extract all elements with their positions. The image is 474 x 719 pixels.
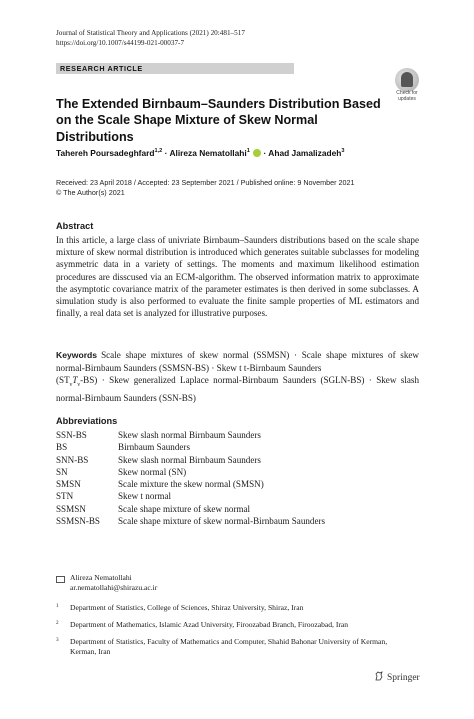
author-list: Tahereh Poursadeghfard$^{1,2}$ · Alireza Nematollahi$^1$ · Ahad Jamalizadeh$^3$ xyxy=(56,148,345,158)
affiliation-1 xyxy=(56,603,390,613)
affiliation-text: Department of Statistics, Faculty of Mathematics and Computer, Shahid Bahonar University of Kerman, Kerman, Iran xyxy=(70,637,388,657)
abbreviation-row xyxy=(56,429,325,441)
envelope-icon xyxy=(56,576,65,583)
corresponding-author-email[interactable]: ar.nematollahi@shirazu.ac.ir xyxy=(70,583,158,592)
abbreviation-term: STN xyxy=(56,491,74,502)
affiliation-number: 1 xyxy=(56,603,59,609)
abstract-heading: Abstract xyxy=(56,221,94,231)
author-affiliation-mark: 1 xyxy=(246,148,250,155)
author-affiliation-mark: 3 xyxy=(341,148,345,155)
abbreviation-row xyxy=(56,454,325,466)
abbreviation-term: SSMSN-BS xyxy=(56,516,100,527)
abbreviation-definition: Skew slash normal Birnbaum Saunders xyxy=(118,454,261,465)
keywords-text: Scale shape mixtures of skew normal (SSMSN) · Scale shape mixtures of skew normal-Birnbaum Saunders (SSMSN-BS) · Skew t t-Birnbaum Saunders xyxy=(56,350,419,373)
copyright-notice: © The Author(s) 2021 xyxy=(56,188,125,197)
check-updates-label: Check for updates xyxy=(396,90,418,102)
abbreviation-term: SSMSN xyxy=(56,503,86,514)
abbreviation-definition: Skew slash normal Birnbaum Saunders xyxy=(118,430,261,440)
abbreviation-definition: Birnbaum Saunders xyxy=(118,442,190,453)
keyword-stt-bs: $(ST_\nu T_\nu-BS)$ xyxy=(56,375,98,388)
author-name[interactable]: Alireza Nematollahi xyxy=(169,148,247,158)
affiliation-2 xyxy=(56,620,390,630)
abbreviation-row xyxy=(56,466,325,478)
abstract-body: In this article, a large class of univriate Birnbaum–Saunders distributions based on the scale shape mixture of skew normal distribution is introduced which generates suitable subclasses for modeling asymmetric data in a variety of settings. The moments and maximum likelihood estimation procedures are disscused via an ECM-algorithm. The observed information matrix to approximate the asymptotic covariance matrix of the parameter estimates is then derived in some subclasses. A simulation study is also performed to evaluate the finite sample properties of ML estimators and finally, a real data set is analyzed for illustrative purposes. xyxy=(56,235,419,319)
affiliation-3 xyxy=(56,637,390,657)
article-title: The Extended Birnbaum–Saunders Distribution Based on the Scale Shape Mixture of Skew Normal Distributions xyxy=(56,97,381,144)
affiliation-text: Department of Statistics, College of Sciences, Shiraz University, Shiraz, Iran xyxy=(70,603,304,612)
abbreviation-definition: Scale mixture the skew normal (SMSN) xyxy=(118,479,264,490)
abbreviation-term: SMSN xyxy=(56,479,81,490)
affiliation-number: 3 xyxy=(56,637,59,643)
check-updates-icon xyxy=(395,68,419,92)
author-affiliation-mark: 1,2 xyxy=(154,148,163,155)
abbreviation-row xyxy=(56,478,325,490)
affiliation-number: 2 xyxy=(56,620,59,626)
corresponding-author-name: Alireza Nematollahi xyxy=(70,573,132,582)
abbreviation-row xyxy=(56,490,325,502)
abbreviation-row xyxy=(56,503,325,515)
abbreviation-term: SSN-BS xyxy=(56,430,87,440)
abbreviations-heading: Abbreviations xyxy=(56,416,118,426)
publisher-name: Springer xyxy=(387,673,420,683)
keywords-text: · Skew generalized Laplace normal-Birnbaum Saunders (SGLN-BS) · Skew slash normal-Birnbaum Saunders (SSN-BS) xyxy=(56,375,419,403)
abbreviation-term: BS xyxy=(56,442,68,453)
article-type-label: RESEARCH ARTICLE xyxy=(60,64,143,73)
journal-citation: Journal of Statistical Theory and Applications (2021) 20:481–517 xyxy=(56,29,245,37)
abbreviations-table xyxy=(56,429,325,527)
doi-link[interactable]: https://doi.org/10.1007/s44199-021-00037-7 xyxy=(56,39,185,47)
keywords-section xyxy=(56,349,419,404)
check-for-updates-badge[interactable] xyxy=(392,68,422,106)
abbreviation-definition: Skew t normal xyxy=(118,491,172,502)
publication-dates: Received: 23 April 2018 / Accepted: 23 September 2021 / Published online: 9 November 2021 xyxy=(56,178,355,187)
author-name[interactable]: Ahad Jamalizadeh xyxy=(268,148,342,158)
orcid-icon[interactable] xyxy=(253,149,261,157)
author-name[interactable]: Tahereh Poursadeghfard xyxy=(56,148,155,158)
publisher-logo xyxy=(374,671,420,683)
affiliation-text: Department of Mathematics, Islamic Azad University, Firoozabad Branch, Firoozabad, Iran xyxy=(70,620,349,629)
springer-horse-icon xyxy=(374,671,384,681)
abbreviation-definition: Scale shape mixture of skew normal-Birnbaum Saunders xyxy=(118,516,326,527)
abbreviation-definition: Scale shape mixture of skew normal xyxy=(118,503,251,514)
abbreviation-definition: Skew normal (SN) xyxy=(118,466,187,477)
keywords-label: Keywords xyxy=(56,350,98,360)
abbreviation-row xyxy=(56,515,325,527)
abbreviation-term: SN xyxy=(56,466,68,477)
abbreviation-term: SNN-BS xyxy=(56,454,89,465)
abbreviation-row xyxy=(56,441,325,453)
